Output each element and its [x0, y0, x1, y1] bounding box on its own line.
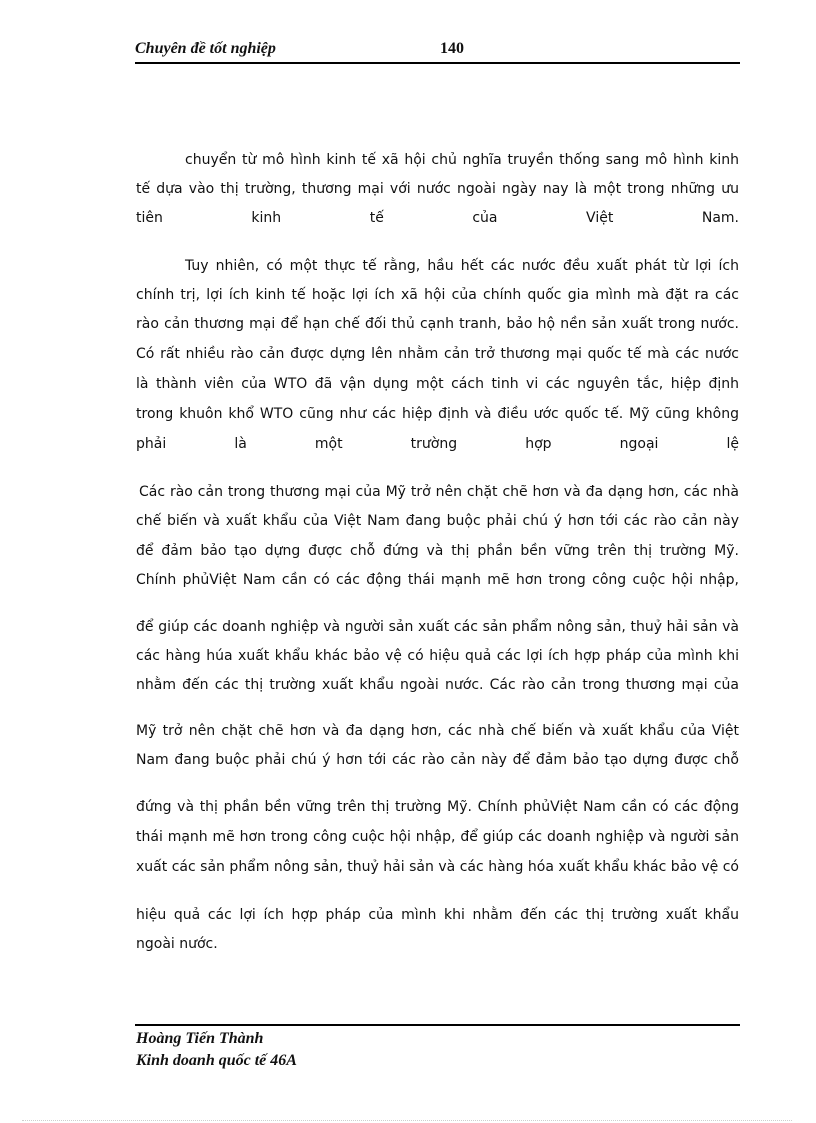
- text-line: tiên kinh tế của Việt Nam.: [136, 210, 739, 226]
- text-line: để đảm bảo tạo dựng được chỗ đứng và thị phần bền vững trên thị trường Mỹ.: [136, 543, 739, 559]
- text-line: nhằm đến các thị trường xuất khẩu ngoài nước. Các rào cản trong thương mại của: [136, 677, 739, 693]
- text-line: tế dựa vào thị trường, thương mại với nước ngoài ngày nay là một trong những ưu: [136, 181, 739, 197]
- header-title: Chuyên đề tốt nghiệp: [135, 40, 276, 57]
- text-line: Nam đang buộc phải chú ý hơn tới các rào cản này để đảm bảo tạo dựng được chỗ: [136, 752, 739, 768]
- text-line: các hàng húa xuất khẩu khác bảo vệ có hiệu quả các lợi ích hợp pháp của mình khi: [136, 648, 739, 664]
- text-line: Có rất nhiều rào cản được dựng lên nhằm cản trở thương mại quốc tế mà các nước: [136, 346, 739, 362]
- text-line: phải là một trường hợp ngoại lệ: [136, 436, 739, 452]
- text-line: Tuy nhiên, có một thực tế rằng, hầu hết các nước đều xuất phát từ lợi ích: [185, 258, 739, 274]
- text-line: chính trị, lợi ích kinh tế hoặc lợi ích xã hội của chính quốc gia mình mà đặt ra các: [136, 287, 739, 303]
- text-line: chế biến và xuất khẩu của Việt Nam đang buộc phải chú ý hơn tới các rào cản này: [136, 513, 739, 529]
- text-line: trong khuôn khổ WTO cũng như các hiệp định và điều ước quốc tế. Mỹ cũng không: [136, 406, 739, 422]
- text-line: Các rào cản trong thương mại của Mỹ trở nên chặt chẽ hơn và đa dạng hơn, các nhà: [139, 484, 739, 500]
- text-line: chuyển từ mô hình kinh tế xã hội chủ nghĩa truyền thống sang mô hình kinh: [185, 152, 739, 168]
- text-line: là thành viên của WTO đã vận dụng một cách tinh vi các nguyên tắc, hiệp định: [136, 376, 739, 392]
- text-line: ngoài nước.: [136, 936, 218, 952]
- text-line: Mỹ trở nên chặt chẽ hơn và đa dạng hơn, các nhà chế biến và xuất khẩu của Việt: [136, 723, 739, 739]
- text-line: Chính phủViệt Nam cần có các động thái mạnh mẽ hơn trong công cuộc hội nhập,: [136, 572, 739, 588]
- text-line: hiệu quả các lợi ích hợp pháp của mình khi nhằm đến các thị trường xuất khẩu: [136, 907, 739, 923]
- text-line: để giúp các doanh nghiệp và người sản xuất các sản phẩm nông sản, thuỷ hải sản và: [136, 619, 739, 635]
- page-header: [135, 38, 740, 64]
- page-bottom-border: [22, 1120, 792, 1121]
- text-line: đứng và thị phần bền vững trên thị trường Mỹ. Chính phủViệt Nam cần có các động: [136, 799, 739, 815]
- page-number: 140: [440, 40, 464, 57]
- text-line: thái mạnh mẽ hơn trong công cuộc hội nhập, để giúp các doanh nghiệp và người sản: [136, 829, 739, 845]
- footer-author: Hoàng Tiến Thành: [136, 1030, 264, 1047]
- footer-class: Kinh doanh quốc tế 46A: [136, 1052, 297, 1069]
- text-line: rào cản thương mại để hạn chế đối thủ cạnh tranh, bảo hộ nền sản xuất trong nước.: [136, 316, 739, 332]
- footer-divider: [135, 1024, 740, 1026]
- text-line: xuất các sản phẩm nông sản, thuỷ hải sản và các hàng hóa xuất khẩu khác bảo vệ có: [136, 859, 739, 875]
